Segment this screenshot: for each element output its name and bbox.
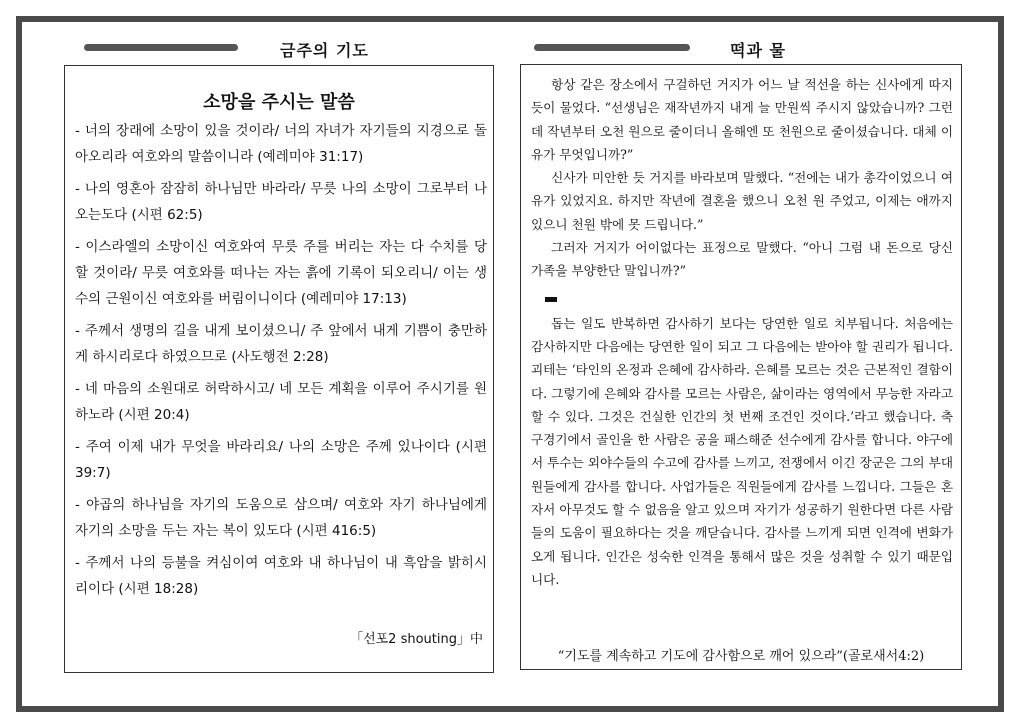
right-header — [534, 38, 834, 60]
story-text — [531, 73, 953, 591]
story-paragraph: 신사가 미안한 듯 거지를 바라보며 말했다. “전에는 내가 총각이었으니 여유가 있었지요. 하지만 작년에 결혼을 했으니 오천 원 주었고, 이제는 애까지 있으니 천원 밖에 못 드립니다.” — [531, 170, 953, 232]
verse-item: - 야곱의 하나님을 자기의 도움으로 삼으며/ 여호와 자기 하나님에게 자기의 소망을 두는 자는 복이 있도다 (시편 416:5) — [75, 497, 487, 539]
verse-item: - 주께서 나의 등불을 켜심이여 여호와 내 하나님이 내 흑암을 밝히시리이다 (시편 18:28) — [75, 555, 487, 597]
left-header — [84, 38, 384, 60]
story-paragraph: 항상 같은 장소에서 구걸하던 거지가 어느 날 적선을 하는 신사에게 따지듯이 물었다. “선생님은 재작년까지 내게 늘 만원씩 주시지 않았습니까? 그런데 작년부터 오천 원으로 줄이더니 올해엔 또 천원으로 줄이셨습니다. 대체 이유가 무엇입니까?” — [531, 77, 953, 162]
header-bar — [534, 44, 690, 51]
left-header-title: 금주의 기도 — [280, 41, 369, 60]
verse-item: - 너의 장래에 소망이 있을 것이라/ 너의 자녀가 자기들의 지경으로 돌아오리라 여호와의 말씀이니라 (예레미야 31:17) — [75, 123, 487, 165]
verse-item: - 주께서 생명의 길을 내게 보이셨으니/ 주 앞에서 내게 기쁨이 충만하게 하시리로다 하였으므로 (사도행전 2:28) — [75, 323, 487, 365]
verse-item: - 네 마음의 소원대로 허락하시고/ 네 모든 계획을 이루어 주시기를 원하노라 (시편 20:4) — [75, 381, 487, 423]
right-header-title: 떡과 물 — [730, 41, 786, 60]
verse-item: - 주여 이제 내가 무엇을 바라리요/ 나의 소망은 주께 있나이다 (시편 39:7) — [75, 439, 487, 481]
prayer-title: 소망을 주시는 말씀 — [203, 92, 355, 113]
verse-list — [75, 118, 487, 608]
prayer-box — [64, 65, 494, 673]
reflection-paragraph: 돕는 일도 반복하면 감사하기 보다는 당연한 일로 치부됩니다. 처음에는 감사하지만 다음에는 당연한 일이 되고 그 다음에는 받아야 할 권리가 됩니다. 괴테는 ‘타인의 온정과 은혜에 감사하라. 은혜를 모르는 것은 근본적인 결함이다. 그렇기에 은혜와 감사를 모르는 사람은, 삶이라는 영역에서 무능한 자라고 할 수 있다. 그것은 건실한 인간의 첫 번째 조건인 것이다.’라고 했습니다. 축구경기에서 골인을 한 사람은 공을 패스해준 선수에게 감사를 합니다. 야구에서 투수는 외야수들의 수고에 감사를 느끼고, 전쟁에서 이긴 장군은 그의 부대원들에게 감사를 합니다. 사업가들은 직원들에게 감사를 느낍니다. 그들은 혼자서 아무것도 할 수 없음을 알고 있으며 자기가 성공하기 원한다면 다른 사람들의 도움이 필요하다는 것을 깨닫습니다. 감사를 느끼게 되면 인격에 변화가 오게 됩니다. 인간은 성숙한 인격을 통해서 많은 것을 성취할 수 있기 때문입니다. — [531, 315, 953, 587]
header-bar — [84, 44, 238, 51]
story-paragraph: 그러자 거지가 어이없다는 표정으로 말했다. “아니 그럼 내 돈으로 당신 가족을 부양한단 말입니까?” — [531, 240, 953, 279]
source-citation: 「선포2 shouting」中 — [350, 632, 483, 647]
verse-item: - 나의 영혼아 잠잠히 하나님만 바라라/ 무릇 나의 소망이 그로부터 나오는도다 (시편 62:5) — [75, 181, 487, 223]
verse-item: - 이스라엘의 소망이신 여호와여 무릇 주를 버리는 자는 다 수치를 당할 것이라/ 무릇 여호와를 떠나는 자는 흙에 기록이 되오리니/ 이는 생수의 근원이신 여호와를 버림이니이다 (예레미야 17:13) — [75, 239, 487, 307]
section-divider — [545, 297, 557, 302]
scripture-quote: “기도를 계속하고 기도에 감사함으로 깨어 있으라”(골로새서4:2) — [557, 649, 925, 664]
story-box — [520, 64, 962, 670]
